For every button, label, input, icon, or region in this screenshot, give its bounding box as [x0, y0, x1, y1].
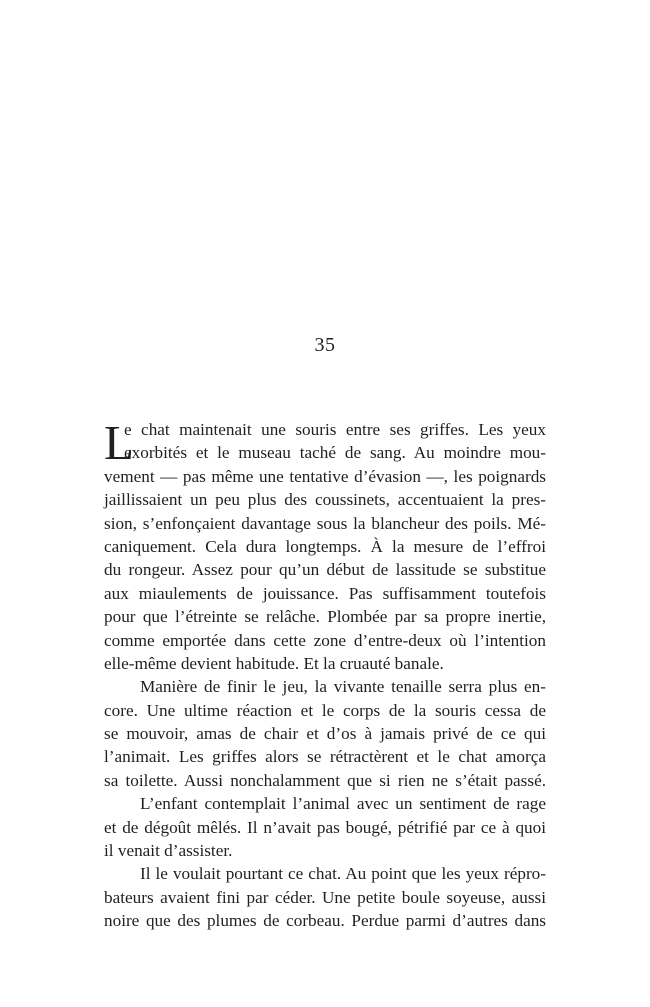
drop-cap: L — [104, 415, 134, 470]
text-line: sa toilette. Aussi nonchalamment que si rien ne s’était passé. — [104, 770, 546, 790]
text-line: comme emportée dans cette zone d’entre-deux où l’intention — [104, 630, 546, 650]
chapter-number: 35 — [314, 334, 336, 356]
text-line: Il le voulait pourtant ce chat. Au point que les yeux répro- — [140, 864, 546, 884]
opening-paragraph — [104, 415, 546, 470]
text-line: jaillissaient un peu plus des coussinets, accentuaient la pres- — [104, 490, 546, 510]
text-line: l’animait. Les griffes alors se rétractèrent et le chat amorça — [104, 747, 546, 767]
text-line: caniquement. Cela dura longtemps. À la mesure de l’effroi — [104, 536, 546, 556]
text-line: il venait d’assister. — [104, 841, 233, 861]
text-line: sion, s’enfonçaient davantage sous la blancheur des poils. Mé- — [104, 513, 546, 533]
text-line: aux miaulements de jouissance. Pas suffisamment toutefois — [104, 583, 546, 603]
text-line: noire que des plumes de corbeau. Perdue parmi d’autres dans — [104, 911, 546, 931]
text-line: core. Une ultime réaction et le corps de la souris cessa de — [104, 700, 546, 720]
text-line: elle-même devient habitude. Et la cruauté banale. — [104, 653, 444, 673]
text-line: se mouvoir, amas de chair et d’os à jamais privé de ce qui — [104, 724, 546, 744]
text-line: L’enfant contemplait l’animal avec un sentiment de rage — [140, 794, 546, 814]
text-line: et de dégoût mêlés. Il n’avait pas bougé, pétrifié par ce à quoi — [104, 817, 546, 837]
text-line: bateurs avaient fini par céder. Une petite boule soyeuse, aussi — [104, 887, 546, 907]
text-line: exorbités et le museau taché de sang. Au moindre mou- — [124, 443, 546, 463]
text-line: pour que l’étreinte se relâche. Plombée par sa propre inertie, — [104, 607, 546, 627]
chapter-text — [104, 415, 546, 933]
text-line: vement — pas même une tentative d’évasion —, les poignards — [104, 466, 546, 486]
text-line: du rongeur. Assez pour qu’un début de lassitude se substitue — [104, 560, 546, 580]
text-line: e chat maintenait une souris entre ses griffes. Les yeux — [124, 420, 546, 439]
text-line: Manière de finir le jeu, la vivante tenaille serra plus en- — [140, 677, 546, 697]
